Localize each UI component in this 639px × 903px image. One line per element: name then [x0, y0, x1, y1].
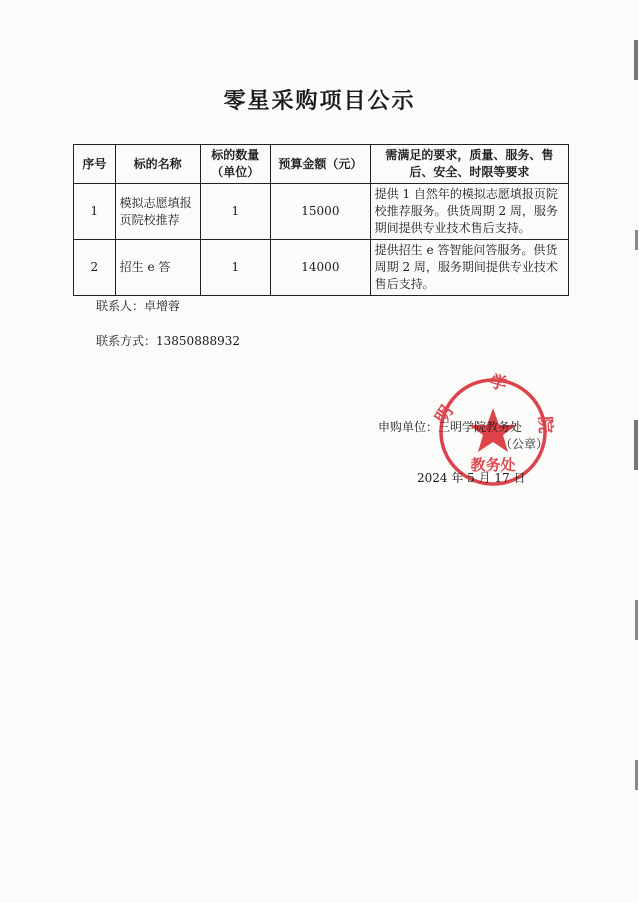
procurement-table [73, 144, 569, 296]
contact-person-label: 联系人： [96, 299, 145, 313]
seal-note: （公章） [500, 437, 549, 451]
document-date: 2024 年 5 月 17 日 [417, 471, 526, 485]
applicant-unit-label: 申购单位： [378, 420, 439, 434]
contact-person-line [96, 297, 180, 314]
page-title: 零星采购项目公示 [223, 89, 416, 114]
seal-bottom-text: 教务处 [470, 456, 516, 474]
header-budget: 预算金额（元） [271, 145, 371, 184]
table-row [74, 240, 569, 296]
cell-no: 2 [74, 240, 116, 296]
applicant-unit: 三明学院教务处 [438, 420, 523, 434]
table-row [74, 184, 569, 240]
table-header-row [74, 145, 569, 184]
contact-phone: 13850888932 [156, 334, 240, 348]
contact-phone-line [96, 332, 240, 349]
contact-phone-label: 联系方式： [96, 334, 157, 348]
header-no: 序号 [74, 145, 116, 184]
contact-person: 卓增蓉 [144, 299, 181, 313]
cell-name: 招生 e 答 [115, 240, 200, 296]
cell-budget: 15000 [271, 184, 371, 240]
cell-requirements: 提供招生 e 答智能问答服务。供货周期 2 周，服务期间提供专业技术售后支持。 [370, 240, 568, 296]
seal-arc-text: 明 学 院 [431, 371, 556, 452]
header-name: 标的名称 [115, 145, 200, 184]
cell-no: 1 [74, 184, 116, 240]
applicant-unit-line [378, 418, 522, 435]
cell-qty: 1 [200, 240, 271, 296]
cell-requirements: 提供 1 自然年的模拟志愿填报页院校推荐服务。供货周期 2 周，服务期间提供专业技术售后支持。 [370, 184, 568, 240]
header-requirements: 需满足的要求，质量、服务、售后、安全、时限等要求 [370, 145, 568, 184]
cell-budget: 14000 [271, 240, 371, 296]
cell-name: 模拟志愿填报页院校推荐 [115, 184, 200, 240]
header-qty: 标的数量（单位） [200, 145, 271, 184]
scan-edge-marks [631, 40, 639, 870]
cell-qty: 1 [200, 184, 271, 240]
